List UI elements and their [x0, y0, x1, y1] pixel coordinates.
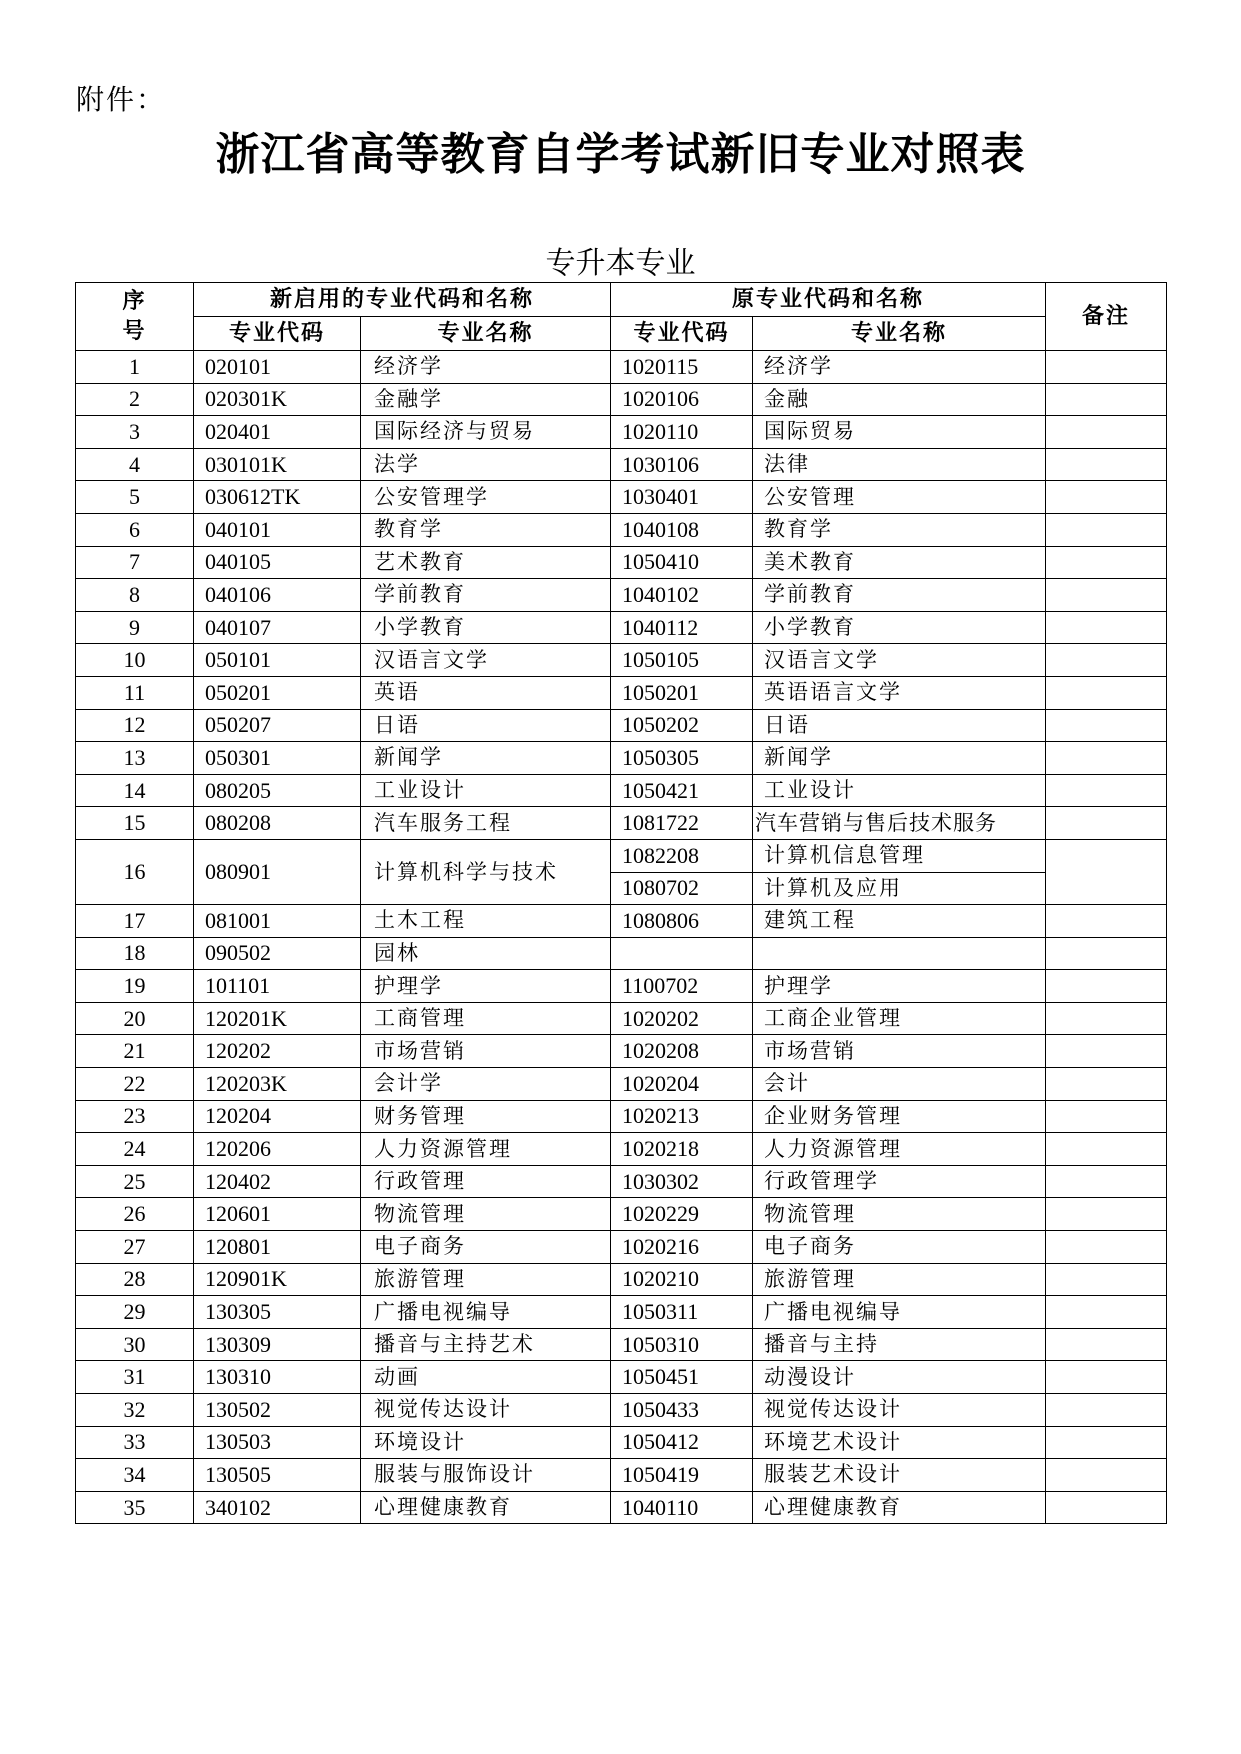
- new-major-code: 050207: [194, 709, 361, 742]
- row-index: 28: [76, 1263, 194, 1296]
- old-major-code: 1050105: [611, 644, 753, 677]
- row-index: 4: [76, 448, 194, 481]
- old-major-name: 服装艺术设计: [753, 1459, 1046, 1492]
- note-cell: [1046, 513, 1167, 546]
- new-major-name: 经济学: [361, 351, 611, 384]
- old-major-name: 新闻学: [753, 742, 1046, 775]
- table-row: [76, 1133, 1167, 1166]
- old-major-code: 1020115: [611, 351, 753, 384]
- new-major-code: 120203K: [194, 1068, 361, 1101]
- table-row: [76, 1459, 1167, 1492]
- old-major-name: [753, 937, 1046, 970]
- old-major-name: 法律: [753, 448, 1046, 481]
- row-index: 26: [76, 1198, 194, 1231]
- new-major-name: 心理健康教育: [361, 1491, 611, 1524]
- table-row: [76, 1328, 1167, 1361]
- table-row: [76, 1491, 1167, 1524]
- new-major-name: 市场营销: [361, 1035, 611, 1068]
- new-major-name: 播音与主持艺术: [361, 1328, 611, 1361]
- old-major-code: 1050419: [611, 1459, 753, 1492]
- old-major-code: 1040102: [611, 579, 753, 612]
- new-major-name: 动画: [361, 1361, 611, 1394]
- row-index: 16: [76, 839, 194, 904]
- note-cell: [1046, 1133, 1167, 1166]
- header-old-group: 原专业代码和名称: [611, 283, 1046, 317]
- table-row: [76, 905, 1167, 938]
- new-major-name: 电子商务: [361, 1231, 611, 1264]
- note-cell: [1046, 1394, 1167, 1427]
- new-major-name: 环境设计: [361, 1426, 611, 1459]
- old-major-name: 计算机及应用: [753, 872, 1046, 905]
- table-row: [76, 676, 1167, 709]
- table-row: [76, 774, 1167, 807]
- new-major-code: 040106: [194, 579, 361, 612]
- new-major-name: 国际经济与贸易: [361, 416, 611, 449]
- page-title: 浙江省高等教育自学考试新旧专业对照表: [215, 129, 1026, 180]
- row-index: 18: [76, 937, 194, 970]
- new-major-code: 050201: [194, 676, 361, 709]
- note-cell: [1046, 1361, 1167, 1394]
- new-major-name: 视觉传达设计: [361, 1394, 611, 1427]
- new-major-name: 工业设计: [361, 774, 611, 807]
- new-major-name: 工商管理: [361, 1002, 611, 1035]
- new-major-name: 土木工程: [361, 905, 611, 938]
- old-major-code: 1020218: [611, 1133, 753, 1166]
- new-major-code: 120901K: [194, 1263, 361, 1296]
- note-cell: [1046, 351, 1167, 384]
- new-major-name: 公安管理学: [361, 481, 611, 514]
- old-major-code: 1050451: [611, 1361, 753, 1394]
- new-major-name: 园林: [361, 937, 611, 970]
- old-major-code: 1100702: [611, 970, 753, 1003]
- note-cell: [1046, 905, 1167, 938]
- new-major-code: 090502: [194, 937, 361, 970]
- row-index: 22: [76, 1068, 194, 1101]
- row-index: 35: [76, 1491, 194, 1524]
- table-row: [76, 611, 1167, 644]
- new-major-code: 340102: [194, 1491, 361, 1524]
- row-index: 25: [76, 1165, 194, 1198]
- header-row-group: [76, 283, 1167, 317]
- note-cell: [1046, 1328, 1167, 1361]
- old-major-code: 1040110: [611, 1491, 753, 1524]
- old-major-name: 动漫设计: [753, 1361, 1046, 1394]
- old-major-code: 1020208: [611, 1035, 753, 1068]
- header-new-group: 新启用的专业代码和名称: [194, 283, 611, 317]
- row-index: 33: [76, 1426, 194, 1459]
- old-major-name: 旅游管理: [753, 1263, 1046, 1296]
- new-major-code: 101101: [194, 970, 361, 1003]
- row-index: 10: [76, 644, 194, 677]
- old-major-name: 汉语言文学: [753, 644, 1046, 677]
- header-old-code: 专业代码: [611, 317, 753, 351]
- note-cell: [1046, 1426, 1167, 1459]
- row-index: 21: [76, 1035, 194, 1068]
- old-major-name: 英语语言文学: [753, 676, 1046, 709]
- old-major-name: 金融: [753, 383, 1046, 416]
- row-index: 2: [76, 383, 194, 416]
- table-row: [76, 416, 1167, 449]
- note-cell: [1046, 839, 1167, 904]
- header-note: 备注: [1046, 283, 1167, 351]
- new-major-code: 120204: [194, 1100, 361, 1133]
- new-major-name: 服装与服饰设计: [361, 1459, 611, 1492]
- old-major-name: 日语: [753, 709, 1046, 742]
- old-major-name: 护理学: [753, 970, 1046, 1003]
- table-row: [76, 1231, 1167, 1264]
- old-major-name: 环境艺术设计: [753, 1426, 1046, 1459]
- old-major-code: [611, 937, 753, 970]
- new-major-code: 040107: [194, 611, 361, 644]
- section-title: 专升本专业: [545, 246, 696, 281]
- table-row: [76, 1361, 1167, 1394]
- row-index: 15: [76, 807, 194, 840]
- new-major-name: 新闻学: [361, 742, 611, 775]
- old-major-name: 心理健康教育: [753, 1491, 1046, 1524]
- header-index-line-1: 序: [122, 288, 147, 314]
- old-major-name: 电子商务: [753, 1231, 1046, 1264]
- new-major-name: 行政管理: [361, 1165, 611, 1198]
- new-major-code: 050301: [194, 742, 361, 775]
- old-major-name: 公安管理: [753, 481, 1046, 514]
- row-index: 6: [76, 513, 194, 546]
- new-major-name: 学前教育: [361, 579, 611, 612]
- row-index: 5: [76, 481, 194, 514]
- new-major-code: 020301K: [194, 383, 361, 416]
- table-row: [76, 1263, 1167, 1296]
- new-major-name: 广播电视编导: [361, 1296, 611, 1329]
- table-body: [76, 283, 1167, 1524]
- old-major-code: 1020213: [611, 1100, 753, 1133]
- row-index: 32: [76, 1394, 194, 1427]
- table-row: [76, 579, 1167, 612]
- table-row: [76, 1198, 1167, 1231]
- old-major-code: 1080702: [611, 872, 753, 905]
- note-cell: [1046, 937, 1167, 970]
- old-major-name: 汽车营销与售后技术服务: [753, 807, 1046, 840]
- row-index: 23: [76, 1100, 194, 1133]
- table-row: [76, 481, 1167, 514]
- table-row: [76, 742, 1167, 775]
- header-old-name: 专业名称: [753, 317, 1046, 351]
- old-major-code: 1081722: [611, 807, 753, 840]
- note-cell: [1046, 1100, 1167, 1133]
- new-major-code: 120201K: [194, 1002, 361, 1035]
- major-comparison-table: [75, 282, 1167, 1524]
- old-major-name: 人力资源管理: [753, 1133, 1046, 1166]
- old-major-name: 播音与主持: [753, 1328, 1046, 1361]
- row-index: 9: [76, 611, 194, 644]
- row-index: 13: [76, 742, 194, 775]
- new-major-name: 计算机科学与技术: [361, 839, 611, 904]
- note-cell: [1046, 1459, 1167, 1492]
- new-major-name: 艺术教育: [361, 546, 611, 579]
- table-row: [76, 1426, 1167, 1459]
- new-major-code: 020401: [194, 416, 361, 449]
- old-major-code: 1020110: [611, 416, 753, 449]
- new-major-name: 会计学: [361, 1068, 611, 1101]
- new-major-code: 130310: [194, 1361, 361, 1394]
- new-major-name: 汉语言文学: [361, 644, 611, 677]
- old-major-code: 1050311: [611, 1296, 753, 1329]
- old-major-name: 小学教育: [753, 611, 1046, 644]
- new-major-name: 汽车服务工程: [361, 807, 611, 840]
- header-new-name: 专业名称: [361, 317, 611, 351]
- new-major-code: 030101K: [194, 448, 361, 481]
- row-index: 8: [76, 579, 194, 612]
- old-major-code: 1020204: [611, 1068, 753, 1101]
- row-index: 19: [76, 970, 194, 1003]
- old-major-name: 企业财务管理: [753, 1100, 1046, 1133]
- old-major-code: 1020210: [611, 1263, 753, 1296]
- new-major-name: 日语: [361, 709, 611, 742]
- note-cell: [1046, 1231, 1167, 1264]
- row-index: 1: [76, 351, 194, 384]
- note-cell: [1046, 644, 1167, 677]
- table-row: [76, 709, 1167, 742]
- table-row: [76, 1002, 1167, 1035]
- table-row: [76, 1068, 1167, 1101]
- new-major-code: 120801: [194, 1231, 361, 1264]
- table-row: [76, 644, 1167, 677]
- new-major-name: 物流管理: [361, 1198, 611, 1231]
- new-major-code: 130309: [194, 1328, 361, 1361]
- old-major-name: 物流管理: [753, 1198, 1046, 1231]
- row-index: 3: [76, 416, 194, 449]
- old-major-code: 1020202: [611, 1002, 753, 1035]
- old-major-name: 会计: [753, 1068, 1046, 1101]
- table-row: [76, 937, 1167, 970]
- table-row: [76, 1394, 1167, 1427]
- old-major-name: 国际贸易: [753, 416, 1046, 449]
- old-major-name: 市场营销: [753, 1035, 1046, 1068]
- row-index: 12: [76, 709, 194, 742]
- attachment-label: 附件：: [76, 83, 167, 116]
- row-index: 27: [76, 1231, 194, 1264]
- old-major-name: 建筑工程: [753, 905, 1046, 938]
- old-major-code: 1030302: [611, 1165, 753, 1198]
- old-major-code: 1050310: [611, 1328, 753, 1361]
- new-major-code: 080208: [194, 807, 361, 840]
- new-major-code: 080205: [194, 774, 361, 807]
- header-index: [76, 283, 194, 351]
- new-major-code: 080901: [194, 839, 361, 904]
- old-major-code: 1050421: [611, 774, 753, 807]
- new-major-code: 130502: [194, 1394, 361, 1427]
- note-cell: [1046, 448, 1167, 481]
- old-major-code: 1030401: [611, 481, 753, 514]
- new-major-name: 人力资源管理: [361, 1133, 611, 1166]
- old-major-name: 工业设计: [753, 774, 1046, 807]
- note-cell: [1046, 546, 1167, 579]
- new-major-name: 护理学: [361, 970, 611, 1003]
- note-cell: [1046, 1068, 1167, 1101]
- note-cell: [1046, 1198, 1167, 1231]
- header-row-columns: [76, 317, 1167, 351]
- note-cell: [1046, 1491, 1167, 1524]
- row-index: 30: [76, 1328, 194, 1361]
- table-row: [76, 839, 1167, 872]
- new-major-code: 130503: [194, 1426, 361, 1459]
- new-major-code: 030612TK: [194, 481, 361, 514]
- row-index: 20: [76, 1002, 194, 1035]
- table-row: [76, 351, 1167, 384]
- note-cell: [1046, 1296, 1167, 1329]
- note-cell: [1046, 970, 1167, 1003]
- old-major-code: 1020106: [611, 383, 753, 416]
- old-major-code: 1050305: [611, 742, 753, 775]
- new-major-name: 法学: [361, 448, 611, 481]
- row-index: 14: [76, 774, 194, 807]
- old-major-code: 1040108: [611, 513, 753, 546]
- table-row: [76, 1165, 1167, 1198]
- new-major-code: 120402: [194, 1165, 361, 1198]
- table-row: [76, 1035, 1167, 1068]
- new-major-name: 英语: [361, 676, 611, 709]
- table-row: [76, 546, 1167, 579]
- table-row: [76, 383, 1167, 416]
- old-major-name: 计算机信息管理: [753, 839, 1046, 872]
- old-major-code: 1050433: [611, 1394, 753, 1427]
- new-major-name: 小学教育: [361, 611, 611, 644]
- note-cell: [1046, 709, 1167, 742]
- table-row: [76, 970, 1167, 1003]
- note-cell: [1046, 1002, 1167, 1035]
- note-cell: [1046, 579, 1167, 612]
- old-major-code: 1050201: [611, 676, 753, 709]
- note-cell: [1046, 807, 1167, 840]
- row-index: 29: [76, 1296, 194, 1329]
- old-major-name: 学前教育: [753, 579, 1046, 612]
- row-index: 7: [76, 546, 194, 579]
- new-major-name: 教育学: [361, 513, 611, 546]
- old-major-code: 1050410: [611, 546, 753, 579]
- new-major-code: 081001: [194, 905, 361, 938]
- row-index: 34: [76, 1459, 194, 1492]
- new-major-code: 130305: [194, 1296, 361, 1329]
- old-major-name: 经济学: [753, 351, 1046, 384]
- new-major-code: 040101: [194, 513, 361, 546]
- old-major-code: 1040112: [611, 611, 753, 644]
- old-major-name: 视觉传达设计: [753, 1394, 1046, 1427]
- header-index-line-2: 号: [122, 318, 147, 344]
- table-row: [76, 448, 1167, 481]
- old-major-name: 行政管理学: [753, 1165, 1046, 1198]
- new-major-code: 050101: [194, 644, 361, 677]
- old-major-name: 广播电视编导: [753, 1296, 1046, 1329]
- new-major-code: 040105: [194, 546, 361, 579]
- row-index: 31: [76, 1361, 194, 1394]
- old-major-code: 1030106: [611, 448, 753, 481]
- row-index: 11: [76, 676, 194, 709]
- note-cell: [1046, 611, 1167, 644]
- table-row: [76, 807, 1167, 840]
- old-major-code: 1020229: [611, 1198, 753, 1231]
- note-cell: [1046, 383, 1167, 416]
- new-major-name: 金融学: [361, 383, 611, 416]
- row-index: 17: [76, 905, 194, 938]
- new-major-code: 120206: [194, 1133, 361, 1166]
- old-major-code: 1050412: [611, 1426, 753, 1459]
- note-cell: [1046, 416, 1167, 449]
- old-major-code: 1050202: [611, 709, 753, 742]
- note-cell: [1046, 1165, 1167, 1198]
- old-major-code: 1080806: [611, 905, 753, 938]
- note-cell: [1046, 774, 1167, 807]
- row-index: 24: [76, 1133, 194, 1166]
- new-major-code: 130505: [194, 1459, 361, 1492]
- new-major-name: 旅游管理: [361, 1263, 611, 1296]
- table-row: [76, 1100, 1167, 1133]
- table-row: [76, 1296, 1167, 1329]
- table-row: [76, 513, 1167, 546]
- new-major-name: 财务管理: [361, 1100, 611, 1133]
- note-cell: [1046, 676, 1167, 709]
- header-new-code: 专业代码: [194, 317, 361, 351]
- note-cell: [1046, 742, 1167, 775]
- new-major-code: 020101: [194, 351, 361, 384]
- old-major-name: 工商企业管理: [753, 1002, 1046, 1035]
- old-major-name: 美术教育: [753, 546, 1046, 579]
- note-cell: [1046, 1263, 1167, 1296]
- note-cell: [1046, 1035, 1167, 1068]
- note-cell: [1046, 481, 1167, 514]
- new-major-code: 120601: [194, 1198, 361, 1231]
- old-major-code: 1020216: [611, 1231, 753, 1264]
- old-major-code: 1082208: [611, 839, 753, 872]
- old-major-name: 教育学: [753, 513, 1046, 546]
- new-major-code: 120202: [194, 1035, 361, 1068]
